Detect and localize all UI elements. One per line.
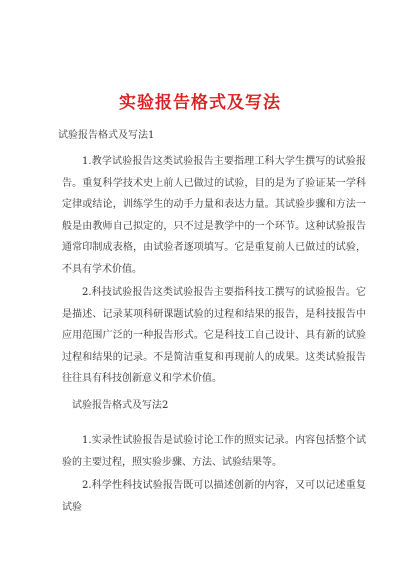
section-2-paragraph-1: 1.实录性试验报告是试验讨论工作的照实记录。内容包括整个试验的主要过程，照实验步骤、方法、试验结果等。	[62, 435, 366, 468]
section-1-paragraph-1: 1.教学试验报告这类试验报告主要指理工科大学生撰写的试验报告。重复科学技术史上前人已做过的试验，目的是为了验证某一学科定律或结论，训练学生的动手力量和表达力量。其试验步骤和方法一般是由教师自己拟定的，只不过是教学中的一个环节。这种试验报告通常印制成表格，由试验者逐项填写。它是重复前人已做过的试验，不具有学术价值。	[62, 156, 366, 275]
section-1-paragraph-2: 2.科技试验报告这类试验报告主要指科技工撰写的试验报告。它是描述、记录某项科研课题试验的过程和结果的报告，是科技报告中应用范围广泛的一种报告形式。它是科技工自己设计、具有新的试验过程和结果的记录。不是简洁重复和再现前人的成果。这类试验报告往往具有科技创新意义和学术价值。	[62, 287, 366, 384]
document-title: 实验报告格式及写法	[119, 93, 281, 113]
section-2-paragraph-2: 2.科学性科技试验报告既可以描述创新的内容，又可以记述重复试验	[62, 480, 366, 513]
section-heading-2: 试验报告格式及写法2	[72, 400, 169, 411]
section-heading-1: 试验报告格式及写法1	[58, 130, 155, 141]
